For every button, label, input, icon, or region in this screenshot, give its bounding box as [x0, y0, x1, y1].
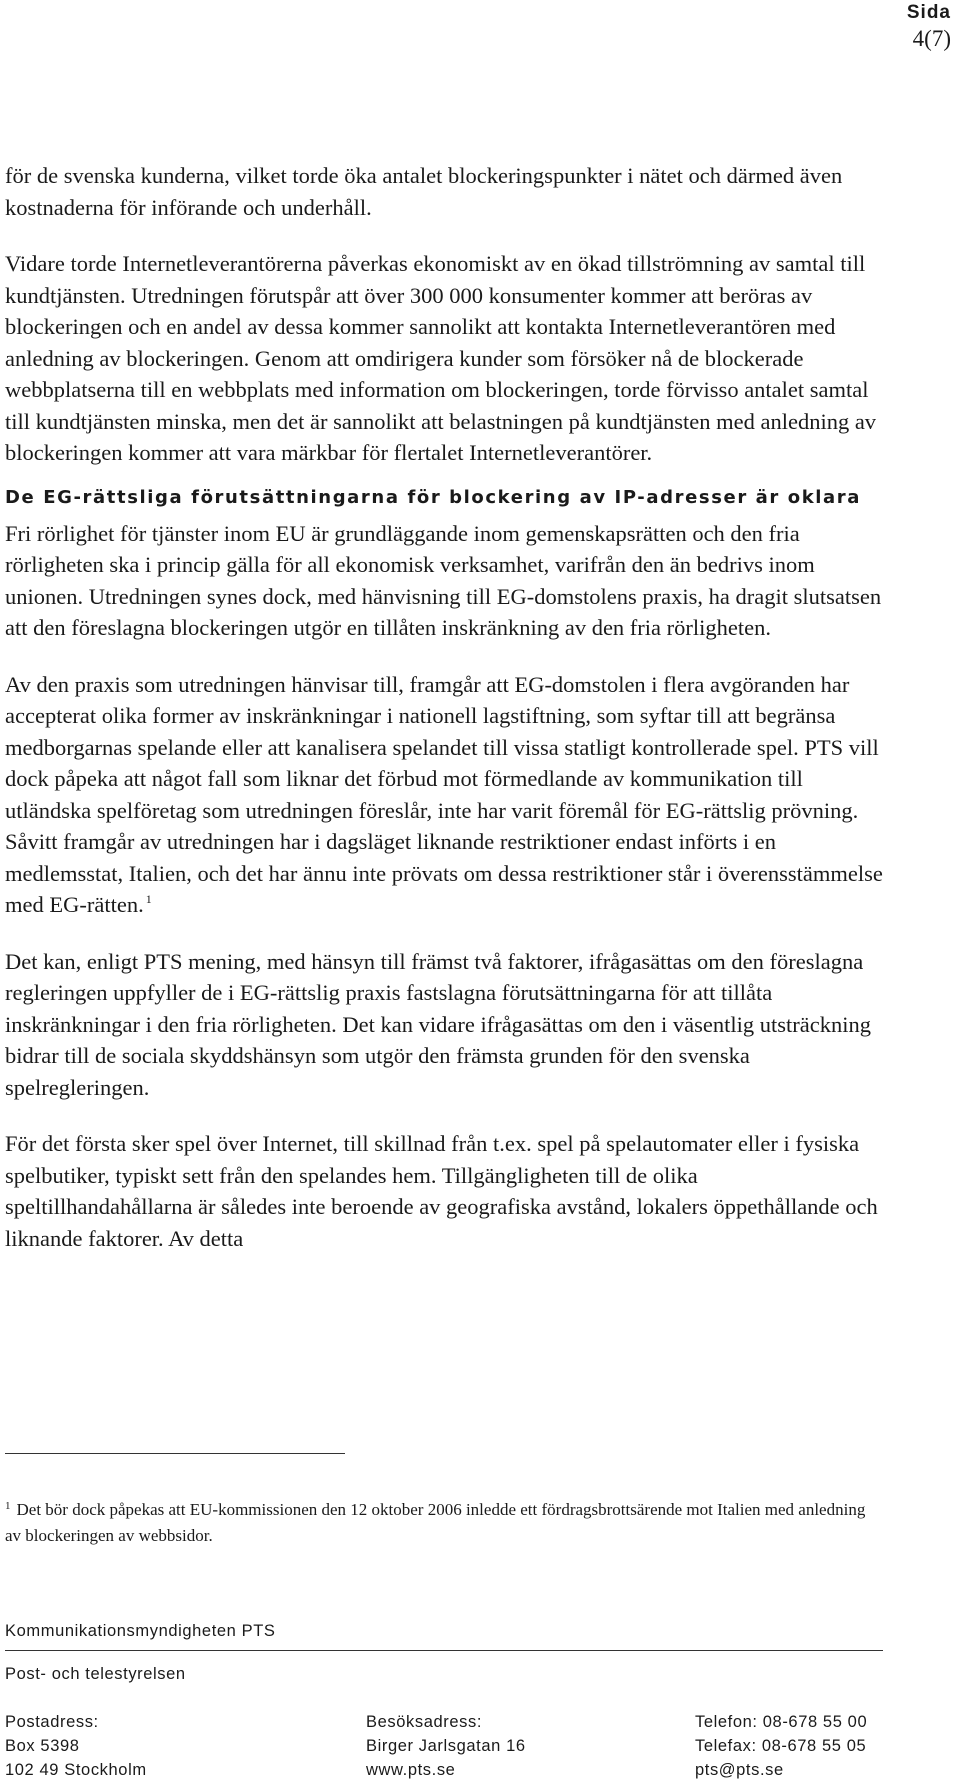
page-label: Sida: [906, 2, 951, 23]
paragraph-4-text: Av den praxis som utredningen hänvisar till, framgår att EG-domstolen i flera avgöranden har accepterat olika former av inskränkningar i nationell lagstiftning, som syftar till att begränsa medborgarnas spelande eller att kanalisera spelandet till vissa statligt kontrollerade spel. PTS vill dock påpeka att något fall som liknar det förbud mot förmedlande av kommunikation till utländska spelföretag som utredningen föreslår, inte har varit föremål för EG-rättslig prövning. Såvitt framgår av utredningen har i dagsläget liknande restriktioner endast införts i en medlemsstat, Italien, och det har ännu inte prövats om dessa restriktioner står i överensstämmelse med EG-rätten.: [5, 671, 883, 917]
paragraph-4: [5, 669, 885, 921]
footnote: [5, 1497, 885, 1549]
footer-postal-box: Box 5398: [5, 1737, 80, 1755]
footer-fax: Telefax: 08-678 55 05: [695, 1737, 867, 1755]
paragraph-2: Vidare torde Internetleverantörerna påverkas ekonomiskt av en ökad tillströmning av samtal till kundtjänsten. Utredningen förutspår att över 300 000 konsumenter kommer att beröras av blockeringen och en andel av dessa kommer sannolikt att kontakta Internetleverantören med anledning av blockeringen. Genom att omdirigera kunder som försöker nå de blockerade webbplatserna till en webbplats med information om blockeringen, torde förvisso antalet samtal till kundtjänsten minska, men det är sannolikt att belastningen på kundtjänsten med anledning av blockeringen kommer att vara märkbar för flertalet Internetleverantörer.: [5, 251, 877, 465]
paragraph-6: För det första sker spel över Internet, till skillnad från t.ex. spel på spelautomater eller i fysiska spelbutiker, typiskt sett från den spelandes hem. Tillgängligheten till de olika speltillhandahållarna är således inte beroende av geografiska avstånd, lokalers öppethållande och liknande faktorer. Av detta: [5, 1131, 878, 1251]
footer-visit-street: Birger Jarlsgatan 16: [366, 1737, 526, 1755]
document-body: [5, 160, 885, 1279]
paragraph-3: Fri rörlighet för tjänster inom EU är grundläggande inom gemenskapsrätten och den fria rörligheten ska i princip gälla för all ekonomisk verksamhet, varifrån den än bedrivs inom unionen. Utredningen synes dock, med hänvisning till EG-domstolens praxis, ha dragit slutsatsen att den föreslagna blockeringen utgör en tillåten inskränkning av den fria rörligheten.: [5, 520, 882, 640]
paragraph-1: för de svenska kunderna, vilket torde öka antalet blockeringspunkter i nätet och därmed även kostnaderna för införande och underhåll.: [5, 163, 843, 220]
footer-phone: Telefon: 08-678 55 00: [695, 1713, 868, 1731]
footer-org-name: Kommunikationsmyndigheten PTS: [5, 1622, 276, 1640]
page-number-block: [907, 2, 951, 54]
page-number: 4(7): [912, 26, 951, 51]
footer-divider: [5, 1650, 883, 1651]
footer-email-link[interactable]: pts@pts.se: [695, 1761, 784, 1779]
footnote-separator: [5, 1453, 345, 1454]
footnote-text: Det bör dock påpekas att EU-kommissionen den 12 oktober 2006 inledde ett fördragsbrottsärende mot Italien med anledning av blockeringen av webbsidor.: [5, 1500, 866, 1545]
footer-postal-city: 102 49 Stockholm: [5, 1761, 147, 1779]
footer-postal-label: Postadress:: [5, 1713, 99, 1731]
footer-org-full-name: Post- och telestyrelsen: [5, 1665, 186, 1683]
section-heading: De EG-rättsliga förutsättningarna för blockering av IP-adresser är oklara: [5, 486, 862, 508]
footer-visit-label: Besöksadress:: [366, 1713, 483, 1731]
footnote-reference[interactable]: 1: [145, 892, 152, 906]
footer-website-link[interactable]: www.pts.se: [366, 1761, 456, 1779]
footnote-number: 1: [5, 1500, 11, 1512]
paragraph-5: Det kan, enligt PTS mening, med hänsyn till främst två faktorer, ifrågasättas om den föreslagna regleringen uppfyller de i EG-rättslig praxis fastslagna förutsättningarna för att tillåta inskränkningar i den fria rörligheten. Det kan vidare ifrågasättas om den i väsentlig utsträckning bidrar till de sociala skyddshänsyn som utgör den främsta grunden för den svenska spelregleringen.: [5, 948, 871, 1100]
